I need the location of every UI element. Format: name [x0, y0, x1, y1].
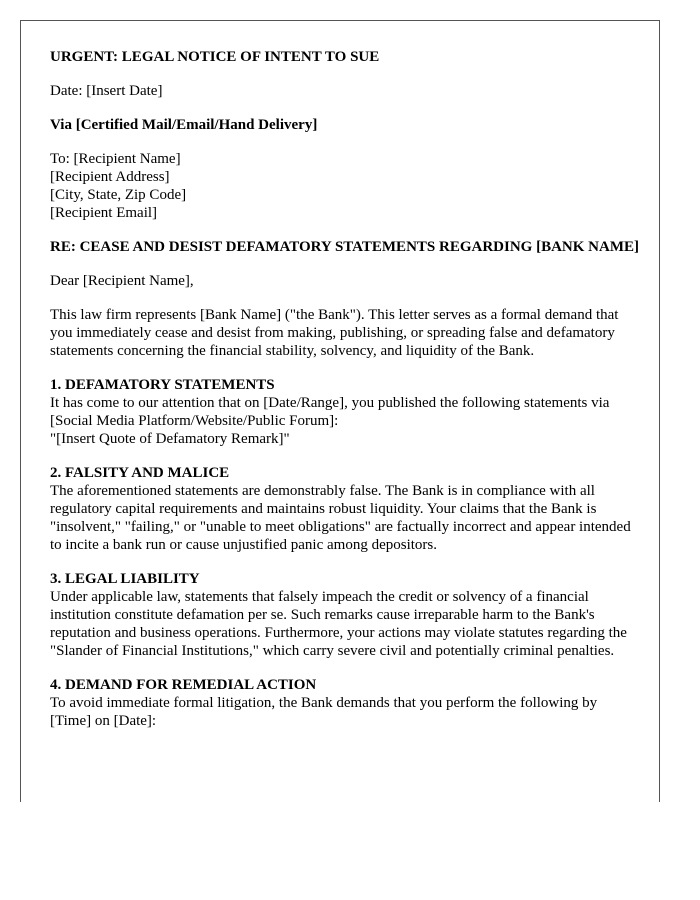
- recipient-email-line: [Recipient Email]: [50, 205, 158, 221]
- recipient-address-line: [Recipient Address]: [50, 169, 170, 185]
- section-heading: 1. DEFAMATORY STATEMENTS: [50, 377, 275, 393]
- defamatory-quote: "[Insert Quote of Defamatory Remark]": [50, 431, 290, 447]
- recipient-name-line: To: [Recipient Name]: [50, 151, 181, 167]
- delivery-method-line: Via [Certified Mail/Email/Hand Delivery]: [50, 117, 318, 133]
- salutation: Dear [Recipient Name],: [50, 273, 194, 289]
- recipient-block: [50, 150, 642, 222]
- section-body: To avoid immediate formal litigation, the Bank demands that you perform the following by [Time] on [Date]:: [50, 695, 598, 729]
- section-demand-for-remedial-action: [50, 676, 642, 730]
- section-legal-liability: [50, 570, 642, 660]
- section-defamatory-statements: [50, 376, 642, 448]
- letter-title: URGENT: LEGAL NOTICE OF INTENT TO SUE: [50, 49, 380, 65]
- section-heading: 2. FALSITY AND MALICE: [50, 465, 230, 481]
- section-heading: 3. LEGAL LIABILITY: [50, 571, 200, 587]
- intro-paragraph: This law firm represents [Bank Name] ("the Bank"). This letter serves as a formal demand that you immediately cease and desist from making, publishing, or spreading false and defamatory statements concerning the financial stability, solvency, and liquidity of the Bank.: [50, 307, 619, 359]
- subject-line: RE: CEASE AND DESIST DEFAMATORY STATEMENTS REGARDING [BANK NAME]: [50, 239, 639, 255]
- section-body: It has come to our attention that on [Date/Range], you published the following statements via [Social Media Platform/Website/Public Forum]:: [50, 395, 610, 429]
- date-line: Date: [Insert Date]: [50, 83, 163, 99]
- section-body: Under applicable law, statements that falsely impeach the credit or solvency of a financial institution constitute defamation per se. Such remarks cause irreparable harm to the Bank's reputation and business operations. Furthermore, your actions may violate statutes regarding the "Slander of Financial Institutions," which carry severe civil and potentially criminal penalties.: [50, 589, 627, 659]
- letter-page: [20, 20, 660, 802]
- section-falsity-and-malice: [50, 464, 642, 554]
- recipient-city-line: [City, State, Zip Code]: [50, 187, 187, 203]
- letter-content: [50, 48, 642, 730]
- section-heading: 4. DEMAND FOR REMEDIAL ACTION: [50, 677, 317, 693]
- section-body: The aforementioned statements are demonstrably false. The Bank is in compliance with all regulatory capital requirements and maintains robust liquidity. Your claims that the Bank is "insolvent," "failing," or "unable to meet obligations" are factually incorrect and appear intended to incite a bank run or cause unjustified panic among depositors.: [50, 483, 631, 553]
